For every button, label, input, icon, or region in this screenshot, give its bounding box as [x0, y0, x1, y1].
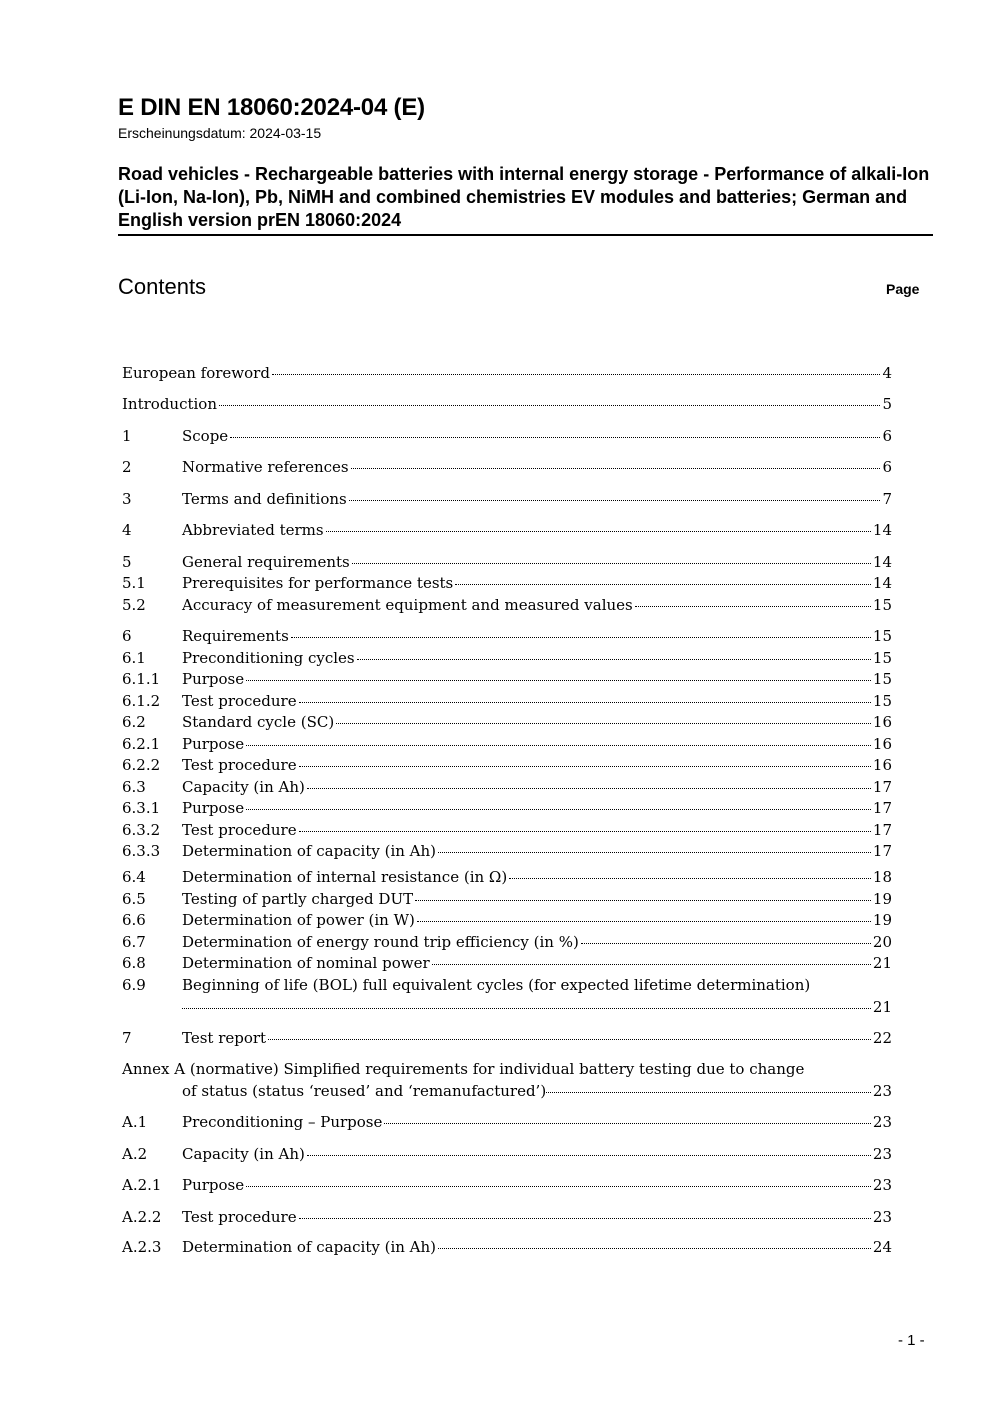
toc-entry-number: 6.2.2 [122, 756, 161, 774]
toc-entry-page: 15 [872, 627, 892, 645]
toc-entry-page: 21 [872, 954, 892, 972]
contents-heading: Contents [118, 274, 207, 299]
toc-entry-label: Determination of energy round trip efficiency (in %) [182, 933, 579, 951]
toc-dot-leader [352, 563, 871, 564]
toc-entry-page: 16 [872, 756, 892, 774]
toc-entry-label: Determination of capacity (in Ah) [182, 842, 437, 860]
toc-entry-number: 2 [122, 458, 132, 476]
toc-entry[interactable] [122, 976, 892, 996]
toc-entry-label: Capacity (in Ah) [182, 778, 305, 796]
toc-entry[interactable] [122, 735, 892, 755]
toc-entry[interactable] [122, 364, 892, 384]
toc-entry-page: 23 [872, 1208, 892, 1226]
toc-entry-number: 6.2.1 [122, 735, 161, 753]
toc-dot-leader [336, 723, 871, 724]
toc-entry-number: 6.3.1 [122, 799, 161, 817]
toc-entry-page: 23 [872, 1113, 892, 1131]
toc-entry-label: Determination of internal resistance (in Ω) [182, 868, 508, 886]
toc-dot-leader [581, 943, 871, 944]
toc-entry-number: 5.1 [122, 574, 146, 592]
toc-entry-page: 20 [872, 933, 892, 951]
toc-entry[interactable] [122, 553, 892, 573]
toc-entry-label: European foreword [122, 364, 270, 382]
toc-entry-number: A.2.1 [122, 1176, 162, 1194]
toc-dot-leader [417, 921, 871, 922]
toc-entry-page: 17 [872, 842, 892, 860]
toc-dot-leader [384, 1123, 871, 1124]
toc-dot-leader [307, 1155, 871, 1156]
toc-entry[interactable] [122, 821, 892, 841]
toc-entry-continuation[interactable] [182, 1082, 892, 1102]
toc-entry-number: 6 [122, 627, 132, 645]
toc-entry-page: 17 [872, 778, 892, 796]
toc-dot-leader [326, 531, 871, 532]
publication-date: Erscheinungsdatum: 2024-03-15 [118, 125, 322, 141]
toc-entry[interactable] [122, 756, 892, 776]
toc-entry-number: 6.5 [122, 890, 146, 908]
toc-entry[interactable] [122, 490, 892, 510]
page-number: - 1 - [898, 1332, 925, 1349]
toc-entry-label: Prerequisites for performance tests [182, 574, 454, 592]
toc-entry-page: 6 [882, 458, 892, 476]
toc-entry[interactable] [122, 521, 892, 541]
toc-entry-label: Beginning of life (BOL) full equivalent cycles (for expected lifetime determination) [182, 976, 811, 994]
toc-entry[interactable] [122, 1113, 892, 1133]
toc-entry-number: 6.7 [122, 933, 146, 951]
toc-entry-page: 23 [872, 1145, 892, 1163]
toc-entry[interactable] [122, 713, 892, 733]
toc-entry-label: Accuracy of measurement equipment and measured values [182, 596, 633, 614]
toc-entry-label: Normative references [182, 458, 349, 476]
toc-dot-leader [415, 900, 871, 901]
toc-entry-label: Capacity (in Ah) [182, 1145, 305, 1163]
toc-entry-label: Purpose [182, 670, 245, 688]
toc-entry-number: 5.2 [122, 596, 146, 614]
toc-dot-leader [299, 702, 871, 703]
toc-entry[interactable] [122, 692, 892, 712]
toc-entry-label: Scope [182, 427, 229, 445]
toc-entry-page: 15 [872, 692, 892, 710]
toc-entry[interactable] [122, 1029, 892, 1049]
toc-entry-number: 6.8 [122, 954, 146, 972]
toc-entry-page: 21 [872, 998, 892, 1016]
toc-dot-leader [351, 468, 881, 469]
toc-entry[interactable] [122, 1145, 892, 1165]
toc-entry-page: 17 [872, 799, 892, 817]
toc-dot-leader [438, 852, 871, 853]
document-id: E DIN EN 18060:2024-04 (E) [118, 94, 425, 121]
toc-dot-leader [272, 374, 881, 375]
toc-entry[interactable] [122, 1238, 892, 1258]
toc-dot-leader [438, 1248, 871, 1249]
toc-entry-number: 4 [122, 521, 132, 539]
toc-dot-leader [230, 437, 880, 438]
toc-dot-leader [246, 809, 871, 810]
toc-entry-number: 6.3.3 [122, 842, 161, 860]
toc-dot-leader [246, 1186, 871, 1187]
toc-dot-leader [546, 1092, 871, 1093]
toc-entry-page: 14 [872, 574, 892, 592]
toc-entry-number: 7 [122, 1029, 132, 1047]
toc-entry-page: 4 [882, 364, 892, 382]
toc-dot-leader [219, 405, 880, 406]
toc-entry-number: 5 [122, 553, 132, 571]
toc-entry-page: 24 [872, 1238, 892, 1256]
toc-entry-page: 23 [872, 1176, 892, 1194]
toc-entry-page: 15 [872, 670, 892, 688]
toc-entry[interactable] [122, 596, 892, 616]
page-column-heading: Page [886, 281, 920, 297]
toc-entry-label: Test procedure [182, 692, 297, 710]
toc-entry-label: Test procedure [182, 756, 297, 774]
toc-dot-leader [246, 745, 871, 746]
toc-entry-number: A.2 [122, 1145, 148, 1163]
toc-dot-leader [268, 1039, 871, 1040]
toc-entry-page: 16 [872, 735, 892, 753]
toc-dot-leader [349, 500, 881, 501]
toc-entry-label: Terms and definitions [182, 490, 347, 508]
toc-entry-label: Preconditioning – Purpose [182, 1113, 383, 1131]
toc-dot-leader [299, 1218, 871, 1219]
toc-entry-page: 6 [882, 427, 892, 445]
toc-entry-number: 6.1.1 [122, 670, 161, 688]
toc-entry-page: 7 [882, 490, 892, 508]
toc-entry-label: Testing of partly charged DUT [182, 890, 414, 908]
toc-dot-leader [246, 680, 871, 681]
toc-entry[interactable] [122, 427, 892, 447]
toc-entry-number: 6.1 [122, 649, 146, 667]
toc-entry-label: Test report [182, 1029, 267, 1047]
toc-entry[interactable] [122, 868, 892, 888]
toc-entry-number: 3 [122, 490, 132, 508]
toc-dot-leader [291, 637, 871, 638]
toc-entry[interactable] [122, 799, 892, 819]
toc-entry-label: Purpose [182, 735, 245, 753]
toc-entry-page: 19 [872, 911, 892, 929]
toc-entry-label: Test procedure [182, 821, 297, 839]
toc-entry-page: 5 [882, 395, 892, 413]
toc-entry-page: 15 [872, 596, 892, 614]
toc-entry[interactable] [122, 778, 892, 798]
toc-dot-leader [455, 584, 871, 585]
toc-entry-label: General requirements [182, 553, 350, 571]
toc-entry[interactable] [122, 911, 892, 931]
toc-entry-page: 18 [872, 868, 892, 886]
toc-entry-page: 19 [872, 890, 892, 908]
toc-entry-label: Standard cycle (SC) [182, 713, 335, 731]
toc-entry[interactable] [122, 649, 892, 669]
toc-entry-label: Annex A (normative) Simplified requirements for individual battery testing due to change [122, 1060, 805, 1078]
toc-entry-label: Determination of nominal power [182, 954, 430, 972]
toc-dot-leader [357, 659, 871, 660]
toc-entry-label-continuation: of status (status ‘reused’ and ‘remanufactured’) [182, 1082, 547, 1100]
toc-entry-label: Determination of power (in W) [182, 911, 415, 929]
toc-entry[interactable] [122, 954, 892, 974]
toc-entry-number: 1 [122, 427, 132, 445]
toc-entry[interactable] [122, 670, 892, 690]
toc-entry-number: A.2.2 [122, 1208, 162, 1226]
toc-entry[interactable] [122, 395, 892, 415]
toc-entry-label: Purpose [182, 799, 245, 817]
toc-entry-number: 6.1.2 [122, 692, 161, 710]
toc-entry-page: 16 [872, 713, 892, 731]
toc-dot-leader [509, 878, 871, 879]
toc-entry-number: 6.3 [122, 778, 146, 796]
toc-dot-leader [635, 606, 871, 607]
toc-dot-leader [432, 964, 871, 965]
toc-dot-leader [299, 831, 871, 832]
document-title: Road vehicles - Rechargeable batteries with internal energy storage - Performance of alkali-Ion (Li-Ion, Na-Ion), Pb, NiMH and combined chemistries EV modules and batteries; German and English version prEN 18060:2024 [118, 163, 933, 236]
toc-entry[interactable] [122, 933, 892, 953]
toc-entry[interactable] [122, 458, 892, 478]
toc-entry-page: 14 [872, 553, 892, 571]
toc-entry[interactable] [122, 574, 892, 594]
toc-entry-page: 14 [872, 521, 892, 539]
toc-entry[interactable] [122, 1060, 892, 1080]
toc-entry-label: Purpose [182, 1176, 245, 1194]
toc-entry[interactable] [122, 1208, 892, 1228]
toc-entry-continuation[interactable] [182, 998, 892, 1018]
toc-entry-number: 6.3.2 [122, 821, 161, 839]
toc-entry-label: Requirements [182, 627, 289, 645]
toc-entry-number: A.1 [122, 1113, 148, 1131]
toc-entry[interactable] [122, 890, 892, 910]
toc-entry[interactable] [122, 842, 892, 862]
toc-entry-page: 17 [872, 821, 892, 839]
toc-entry[interactable] [122, 1176, 892, 1196]
toc-entry-number: 6.2 [122, 713, 146, 731]
toc-entry-label: Test procedure [182, 1208, 297, 1226]
toc-entry-label: Abbreviated terms [182, 521, 324, 539]
toc-entry-page: 22 [872, 1029, 892, 1047]
toc-dot-leader [307, 788, 871, 789]
toc-dot-leader [299, 766, 871, 767]
toc-entry-number: 6.6 [122, 911, 146, 929]
toc-entry-label: Preconditioning cycles [182, 649, 355, 667]
toc-entry-number: A.2.3 [122, 1238, 162, 1256]
toc-entry-page: 15 [872, 649, 892, 667]
toc-entry-label: Introduction [122, 395, 217, 413]
toc-entry-page: 23 [872, 1082, 892, 1100]
toc-entry[interactable] [122, 627, 892, 647]
toc-entry-number: 6.4 [122, 868, 146, 886]
toc-dot-leader [182, 1008, 871, 1009]
toc-entry-label: Determination of capacity (in Ah) [182, 1238, 437, 1256]
toc-entry-number: 6.9 [122, 976, 146, 994]
